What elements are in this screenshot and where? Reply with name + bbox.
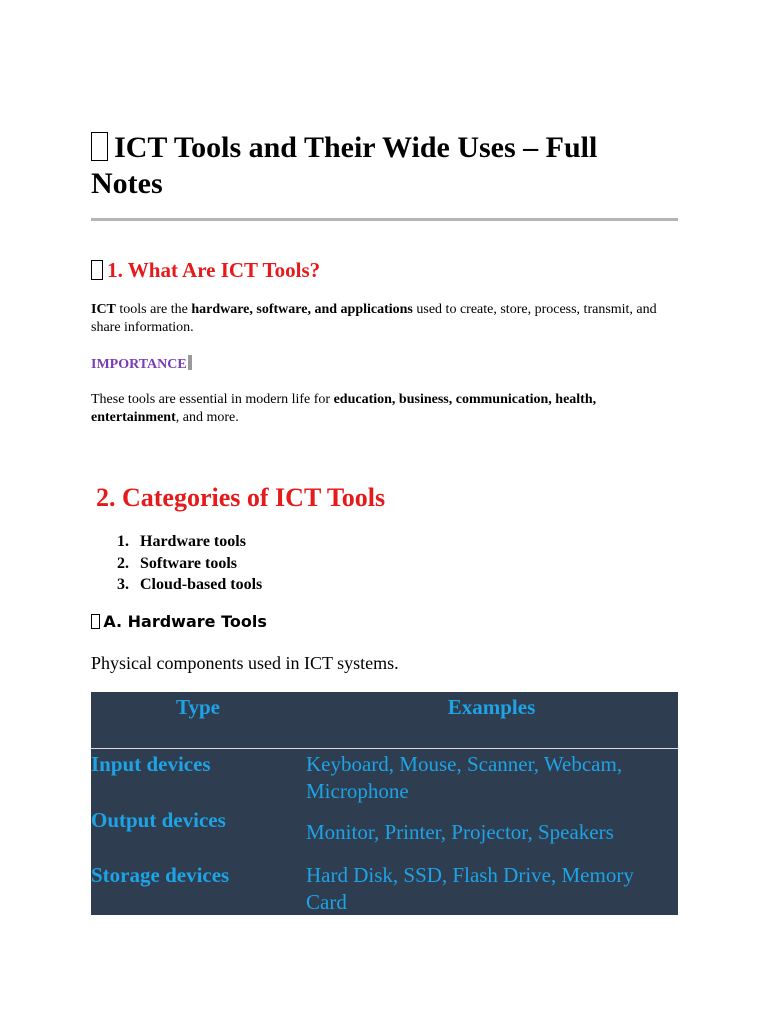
importance-paragraph <box>91 391 678 427</box>
definition-text-2: used to create, store, process, transmit, and share information. <box>91 302 657 335</box>
table-header-type: Type <box>176 695 220 719</box>
subheading-hardware-tools <box>91 611 267 633</box>
list-item-label: Software tools <box>140 554 238 572</box>
list-item <box>117 553 262 575</box>
section-heading-text: 1. What Are ICT Tools? <box>107 258 321 282</box>
list-item <box>117 574 262 596</box>
horizontal-rule <box>91 218 678 221</box>
list-item-number: 3. <box>117 576 129 593</box>
table-row-type: Storage devices <box>91 863 230 887</box>
table-row-type: Output devices <box>91 808 226 832</box>
definition-text-1: tools are the <box>115 302 192 317</box>
table-row-examples: Hard Disk, SSD, Flash Drive, Memory Card <box>306 863 634 914</box>
table-header-row <box>91 692 678 749</box>
definition-term: ICT <box>91 302 116 317</box>
table-row-examples: Keyboard, Mouse, Scanner, Webcam, Microphone <box>306 752 623 803</box>
page-title <box>91 130 651 202</box>
definition-paragraph <box>91 301 678 337</box>
definition-bold: hardware, software, and applications <box>191 302 413 317</box>
hardware-description: Physical components used in ICT systems. <box>91 653 399 673</box>
table-row-type: Input devices <box>91 752 211 776</box>
hardware-table <box>91 692 678 915</box>
importance-bold: education, business, communication, health, entertainment <box>91 392 597 425</box>
list-item-number: 1. <box>117 533 129 550</box>
categories-list <box>117 531 262 596</box>
list-item-number: 2. <box>117 554 129 572</box>
text-cursor-marker <box>188 355 192 370</box>
importance-text-2: , and more. <box>175 410 239 425</box>
section-heading-what-are-ict-tools <box>91 257 320 283</box>
missing-glyph-icon <box>91 132 108 161</box>
importance-label <box>91 355 192 374</box>
importance-label-text: IMPORTANCE <box>91 357 187 372</box>
missing-glyph-icon <box>91 614 100 629</box>
list-item-label: Hardware tools <box>140 533 246 550</box>
importance-text-1: These tools are essential in modern life for <box>91 392 334 407</box>
page-title-text: ICT Tools and Their Wide Uses – Full Notes <box>91 131 598 200</box>
missing-glyph-icon <box>91 260 103 280</box>
list-item <box>117 531 262 553</box>
table-header-examples: Examples <box>447 695 536 719</box>
list-item-label: Cloud-based tools <box>140 576 263 593</box>
section-heading-categories: 2. Categories of ICT Tools <box>96 483 386 512</box>
subheading-text: A. Hardware Tools <box>103 612 267 631</box>
table-row-examples: Monitor, Printer, Projector, Speakers <box>306 820 614 844</box>
